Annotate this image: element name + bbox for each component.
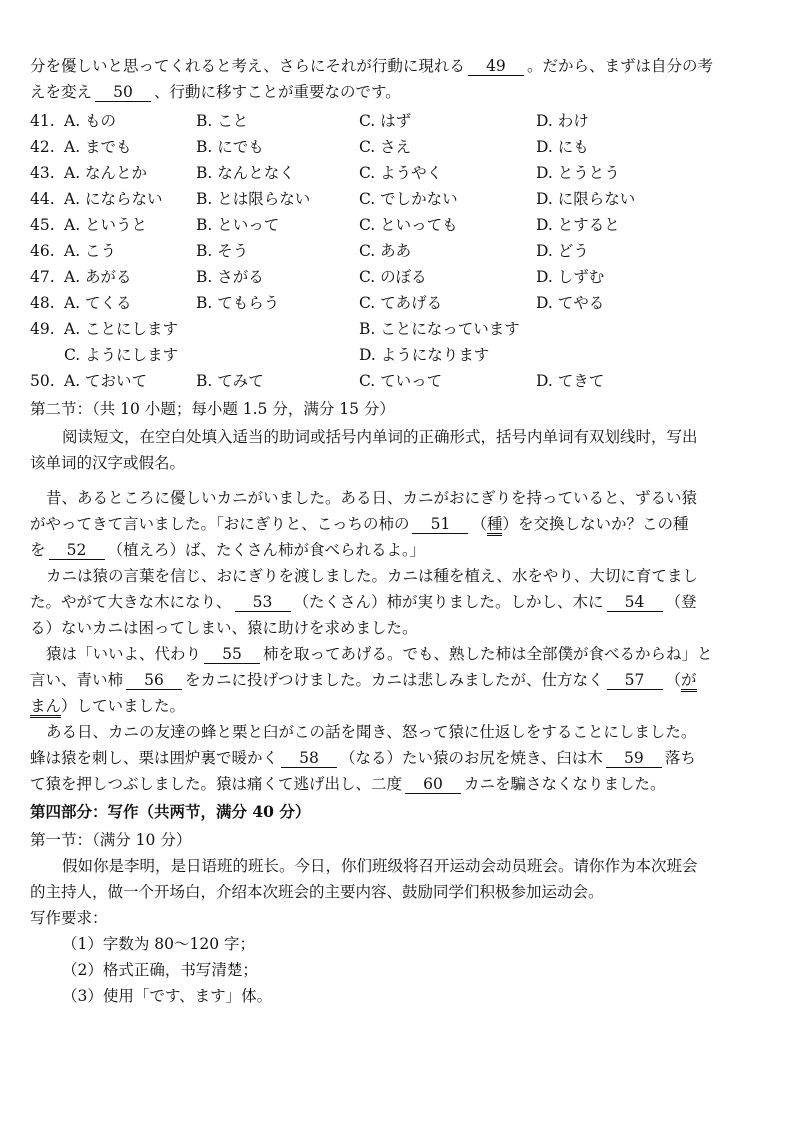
- choice-option[interactable]: B. とは限らない: [196, 190, 311, 208]
- choice-num: 49.: [30, 320, 55, 338]
- part4-subheading: 第一节：（满分 10 分）: [30, 831, 192, 849]
- choice-option[interactable]: D. とすると: [536, 216, 620, 234]
- part4-prompt-1: 假如你是李明，是日语班的班长。今日，你们班级将召开运动会动员班会。请你作为本次班会: [62, 857, 698, 875]
- text: を: [30, 541, 46, 559]
- choice-option[interactable]: C. ようにします: [64, 346, 179, 364]
- choice-option[interactable]: C. はず: [359, 112, 412, 130]
- choice-option[interactable]: B. そう: [196, 242, 249, 260]
- text: （たくさん）柿が実りました。しかし、木に: [293, 593, 604, 611]
- intro-line-1: [30, 55, 713, 77]
- story-p1-l1: 昔、あるところに優しいカニがいました。ある日、カニがおにぎりを持っていると、ずるい猿: [46, 489, 698, 507]
- blank-55[interactable]: 55: [204, 645, 260, 664]
- choice-option[interactable]: D. に限らない: [536, 190, 636, 208]
- section2-instruction-2: 该单词的汉字或假名。: [30, 454, 186, 472]
- text: た。やがて大きな木になり、: [30, 593, 232, 611]
- choice-num: 48.: [30, 294, 55, 312]
- choice-option[interactable]: A. というと: [64, 216, 148, 234]
- blank-52[interactable]: 52: [49, 541, 105, 560]
- story-p2-l3: る）ないカニは困ってしまい、猿に助けを求めました。: [30, 619, 418, 637]
- blank-60[interactable]: 60: [405, 775, 461, 794]
- choice-option[interactable]: B. ことになっています: [359, 320, 520, 338]
- choice-option[interactable]: B. といって: [196, 216, 280, 234]
- choice-num: 44.: [30, 190, 55, 208]
- choice-option[interactable]: D. どう: [536, 242, 589, 260]
- choice-option[interactable]: A. にならない: [64, 190, 163, 208]
- blank-51[interactable]: 51: [412, 515, 468, 534]
- choice-option[interactable]: D. てやる: [536, 294, 605, 312]
- choice-option[interactable]: C. でしかない: [359, 190, 458, 208]
- blank-56[interactable]: 56: [126, 671, 182, 690]
- choice-num: 43.: [30, 164, 55, 182]
- story-p4-l3: [30, 773, 666, 795]
- part4-heading: 第四部分：写作（共两节，满分 40 分）: [30, 802, 311, 821]
- text: （なる）たい猿のお尻を焼き、臼は木: [340, 749, 603, 767]
- choice-option[interactable]: A. もの: [64, 112, 117, 130]
- story-p4-l1: ある日、カニの友達の蜂と栗と臼がこの話を聞き、怒って猿に仕返しをすることにしました。: [46, 723, 697, 741]
- text: （: [665, 671, 682, 689]
- blank-58[interactable]: 58: [281, 749, 337, 768]
- blank-53[interactable]: 53: [235, 593, 291, 612]
- choice-option[interactable]: B. にでも: [196, 138, 264, 156]
- choice-option[interactable]: B. こと: [196, 112, 249, 130]
- story-p1-l3: [30, 539, 425, 561]
- choice-option[interactable]: D. とうとう: [536, 164, 620, 182]
- text: がやってきて言いました。「おにぎりと、こっちの柿の: [30, 515, 410, 533]
- double-underlined-word: 種: [487, 515, 503, 536]
- choice-option[interactable]: A. てくる: [64, 294, 132, 312]
- choice-num: 47.: [30, 268, 55, 286]
- story-p2-l1: カニは猿の言葉を信じ、おにぎりを渡しました。カニは種を植え、水をやり、大切に育てまし: [46, 567, 698, 585]
- choice-num: 50.: [30, 372, 55, 390]
- blank-50[interactable]: 50: [95, 83, 151, 102]
- double-underlined-word: まん: [30, 697, 61, 718]
- story-p2-l2: [30, 591, 697, 613]
- blank-49[interactable]: 49: [468, 57, 524, 76]
- part4-prompt-2: 的主持人，做一个开场白，介绍本次班会的主要内容、鼓励同学们积极参加运动会。: [30, 883, 604, 901]
- text: （登: [665, 593, 697, 611]
- requirement-3: （3）使用「です、ます」体。: [62, 987, 273, 1005]
- text: えを変え: [30, 83, 93, 101]
- blank-54[interactable]: 54: [607, 593, 663, 612]
- choice-option[interactable]: D. にも: [536, 138, 589, 156]
- text: 、行動に移すことが重要なのです。: [154, 83, 401, 101]
- story-p4-l2: [30, 747, 696, 769]
- choice-option[interactable]: D. ようになります: [359, 346, 490, 364]
- text: （植えろ）ば、たくさん柿が食べられるよ。」: [107, 541, 426, 559]
- choice-num: 46.: [30, 242, 55, 260]
- story-p3-l3: [30, 695, 185, 717]
- text: 柿を取ってあげる。でも、熟した柿は全部僕が食べるからね」と: [263, 645, 713, 663]
- text: 言い、青い柿: [30, 671, 124, 689]
- choice-num: 42.: [30, 138, 55, 156]
- choice-option[interactable]: C. ようやく: [359, 164, 443, 182]
- choice-option[interactable]: C. てあげる: [359, 294, 443, 312]
- choice-option[interactable]: C. さえ: [359, 138, 412, 156]
- text: （: [471, 515, 487, 533]
- choice-option[interactable]: B. さがる: [196, 268, 264, 286]
- story-p3-l1: [46, 643, 713, 665]
- choice-num: 41.: [30, 112, 55, 130]
- text: 落ち: [664, 749, 696, 767]
- section2-instruction-1: 阅读短文，在空白处填入适当的助词或括号内单词的正确形式，括号内单词有双划线时，写出: [62, 428, 698, 446]
- choice-option[interactable]: D. わけ: [536, 112, 589, 130]
- blank-59[interactable]: 59: [606, 749, 662, 768]
- choice-option[interactable]: B. てもらう: [196, 294, 280, 312]
- text: をカニに投げつけました。カニは悲しみましたが、仕方なく: [185, 671, 604, 689]
- choice-option[interactable]: A. までも: [64, 138, 132, 156]
- choice-option[interactable]: A. あがる: [64, 268, 132, 286]
- intro-line-2: [30, 81, 401, 103]
- text: 蜂は猿を刺し、栗は囲炉裏で暖かく: [30, 749, 279, 767]
- requirement-1: （1）字数为 80～120 字；: [62, 935, 256, 953]
- double-underlined-word: が: [681, 671, 697, 692]
- text: 分を優しいと思ってくれると考え、さらにそれが行動に現れる: [30, 57, 465, 75]
- choice-option[interactable]: A. なんとか: [64, 164, 148, 182]
- choice-option[interactable]: B. てみて: [196, 372, 264, 390]
- text: 。だから、まずは自分の考: [526, 57, 713, 75]
- text: カニを騙さなくなりました。: [464, 775, 666, 793]
- choice-num: 45.: [30, 216, 55, 234]
- choice-option[interactable]: A. ことにします: [64, 320, 179, 338]
- choice-option[interactable]: A. ておいて: [64, 372, 148, 390]
- text: て猿を押しつぶしました。猿は痛くて逃げ出し、二度: [30, 775, 403, 793]
- choice-option[interactable]: C. ていって: [359, 372, 443, 390]
- choice-option[interactable]: C. ああ: [359, 242, 412, 260]
- choice-option[interactable]: C. のぼる: [359, 268, 427, 286]
- requirement-2: （2）格式正确，书写清楚；: [62, 961, 258, 979]
- choice-option[interactable]: D. しずむ: [536, 268, 605, 286]
- requirements-label: 写作要求：: [30, 909, 108, 927]
- section2-heading: 第二节：（共 10 小题；每小题 1.5 分，满分 15 分）: [30, 400, 395, 418]
- choice-option[interactable]: A. こう: [64, 242, 117, 260]
- choice-option[interactable]: B. なんとなく: [196, 164, 295, 182]
- text: ）を交換しないか？この種: [502, 515, 689, 533]
- choice-option[interactable]: D. てきて: [536, 372, 605, 390]
- text: 猿は「いいよ、代わり: [46, 645, 202, 663]
- story-p3-l2: [30, 669, 697, 691]
- text: ）していました。: [61, 697, 186, 715]
- blank-57[interactable]: 57: [607, 671, 663, 690]
- choice-option[interactable]: C. といっても: [359, 216, 458, 234]
- story-p1-l2: [30, 513, 689, 535]
